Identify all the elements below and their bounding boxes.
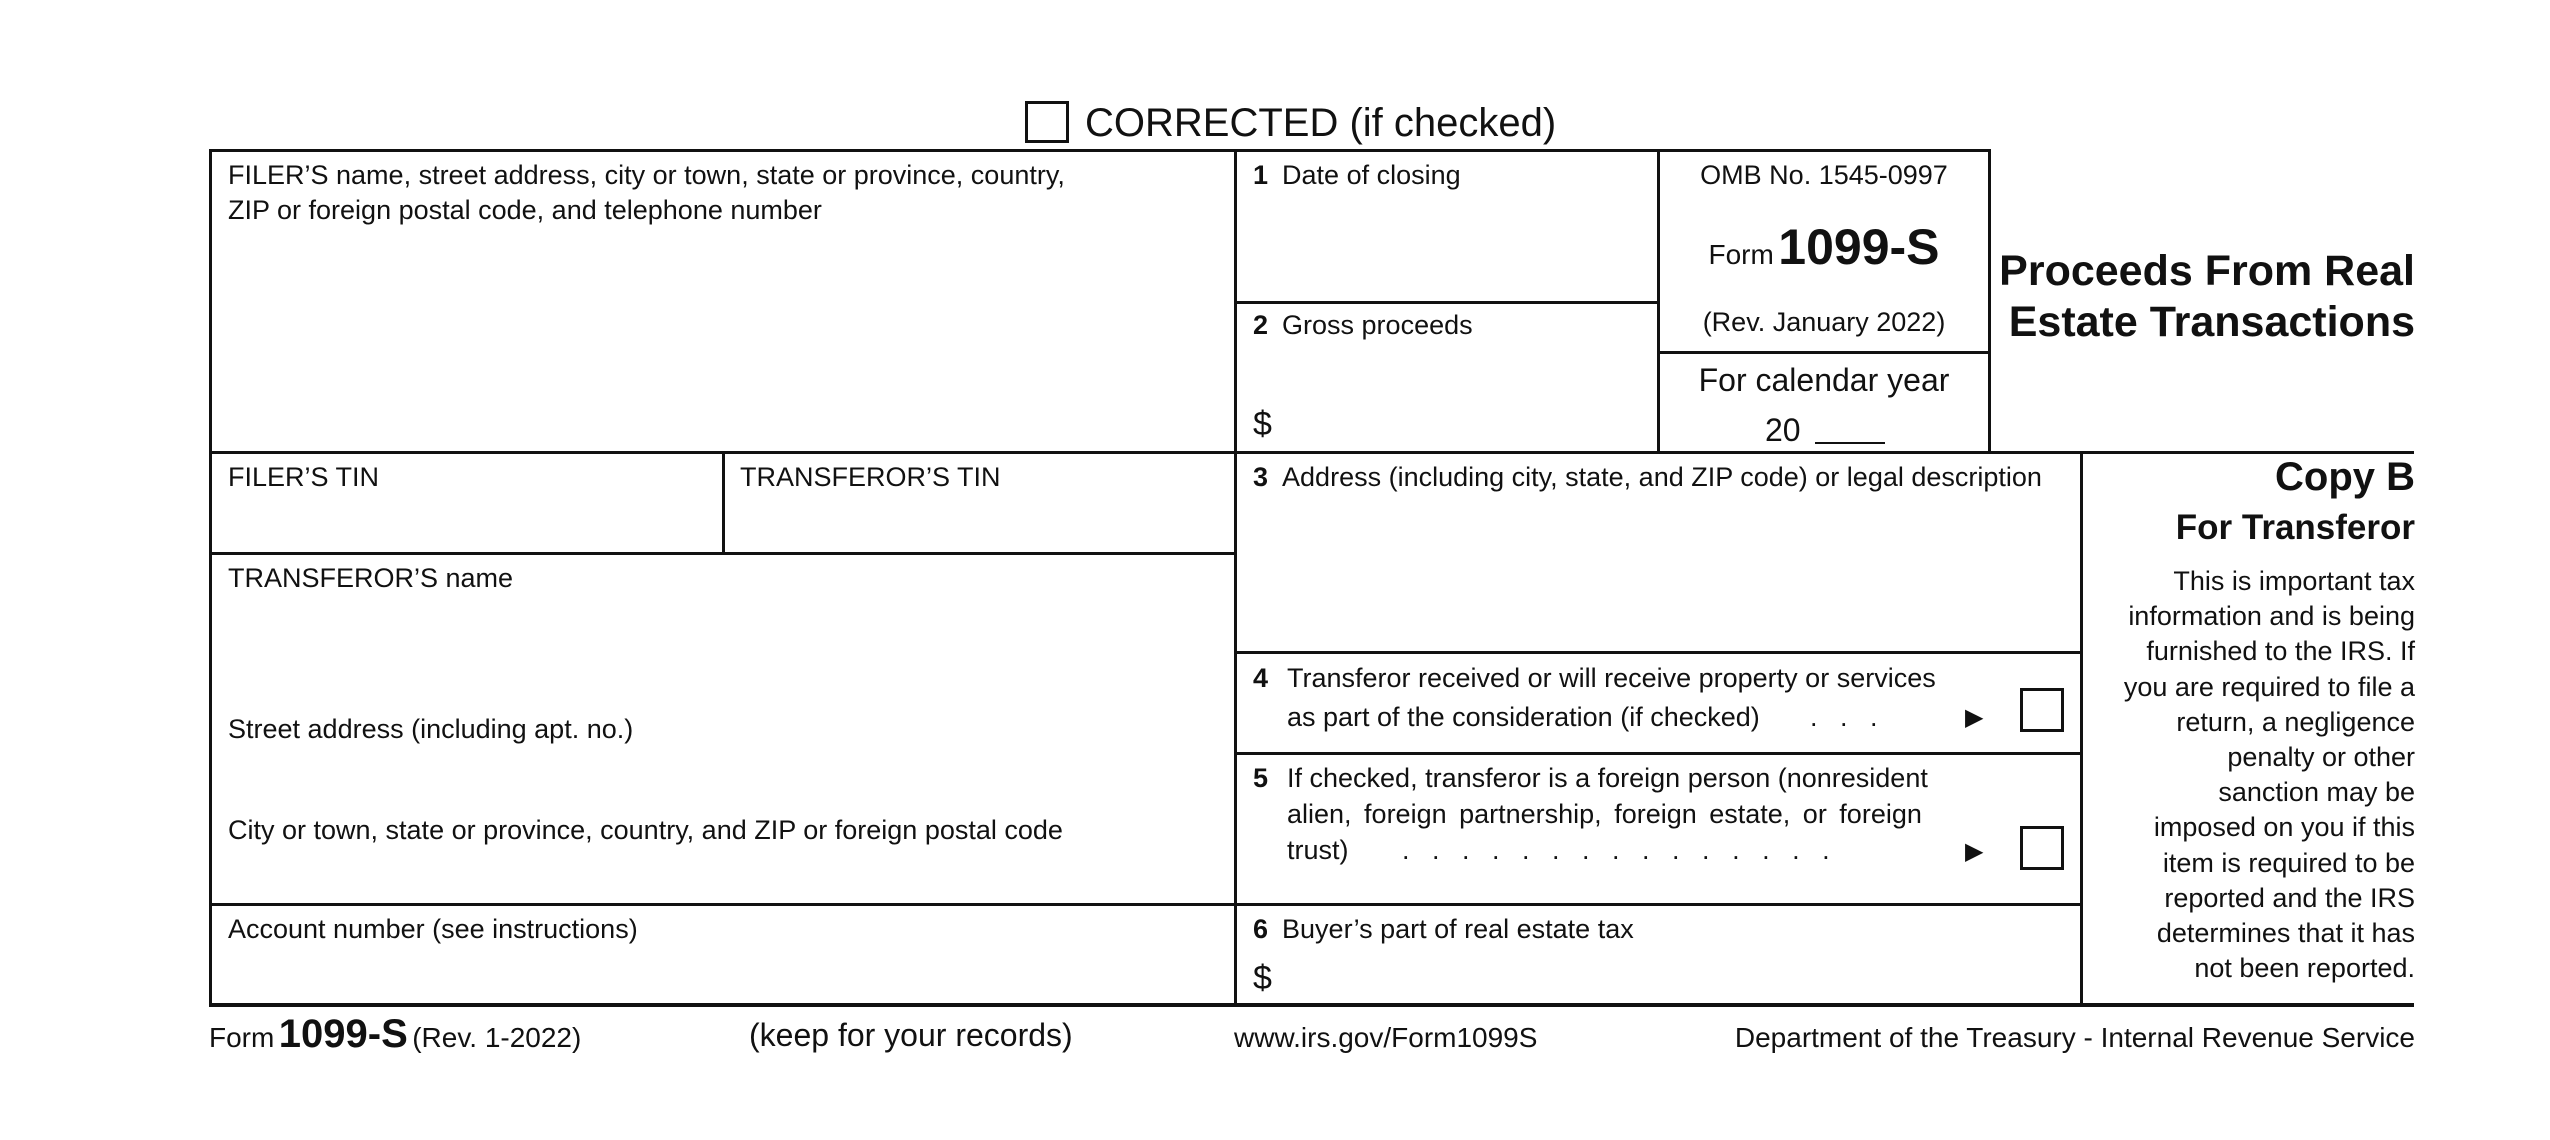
copy-subtitle: For Transferor	[2175, 508, 2415, 547]
form-title-line2: Estate Transactions	[2008, 298, 2415, 346]
transferor-name-field[interactable]	[215, 600, 1230, 700]
notice-line: This is important tax	[2173, 566, 2415, 596]
notice-line: sanction may be	[2218, 777, 2415, 808]
property-address-field[interactable]	[1240, 500, 2075, 646]
footer-revision: (Rev. 1-2022)	[412, 1022, 582, 1053]
copy-notice	[2085, 564, 2415, 986]
footer-form-id	[209, 1012, 581, 1057]
divider-box4-box5	[1234, 752, 2083, 755]
form-revision: (Rev. January 2022)	[1702, 307, 1946, 337]
buyers-real-estate-tax-field[interactable]	[1285, 950, 2075, 1000]
box5-arrow-icon: ▶	[1965, 838, 1984, 865]
box6-number: 6	[1253, 914, 1269, 944]
box5-leader-dots: . . . . . . . . . . . . . . .	[1402, 835, 1830, 865]
footer-form-prefix: Form	[209, 1022, 275, 1053]
box3-text: Address (including city, state, and ZIP code) or legal description	[1282, 462, 2042, 492]
box4-checkbox[interactable]	[2020, 688, 2064, 732]
box1-label	[1253, 157, 1461, 193]
box5-checkbox[interactable]	[2020, 826, 2064, 870]
box2-currency: $	[1253, 405, 1272, 443]
notice-line: you are required to file a	[2123, 671, 2415, 702]
box5-text-line1: If checked, transferor is a foreign person (nonresident	[1287, 763, 1928, 793]
account-number-field[interactable]	[215, 950, 1230, 1000]
city-state-zip-label: City or town, state or province, country, and ZIP or foreign postal code	[228, 815, 1063, 845]
form-title-small	[1660, 218, 1988, 276]
box4-arrow-icon: ▶	[1965, 704, 1984, 731]
filer-tin-label: FILER’S TIN	[228, 462, 380, 492]
box4-leader-dots: . . .	[1810, 702, 1878, 732]
box2-label	[1253, 307, 1473, 343]
divider-tin	[722, 451, 725, 554]
box1-number: 1	[1253, 160, 1269, 190]
divider-copy-col	[2080, 451, 2083, 1006]
omb-number: OMB No. 1545-0997	[1700, 160, 1948, 190]
footer-keep-note: (keep for your records)	[749, 1017, 1073, 1053]
date-of-closing-field[interactable]	[1240, 196, 1652, 296]
form-prefix: Form	[1708, 239, 1774, 270]
box2-text: Gross proceeds	[1282, 310, 1473, 340]
divider-omb-right	[1988, 149, 1991, 453]
filer-name-label-line2: ZIP or foreign postal code, and telephone number	[228, 195, 822, 225]
divider-box1-box2	[1234, 301, 1659, 304]
transferor-name-label: TRANSFEROR’S name	[228, 563, 514, 593]
box5-number: 5	[1253, 763, 1269, 793]
form-left-border	[209, 149, 212, 1006]
notice-line: penalty or other	[2227, 742, 2415, 773]
footer-department: Department of the Treasury - Internal Revenue Service	[1734, 1022, 2415, 1053]
divider-main-col	[1234, 149, 1237, 1006]
notice-line: not been reported.	[2194, 953, 2415, 984]
filer-name-field[interactable]	[215, 232, 1230, 447]
box3-label	[1253, 459, 2042, 495]
account-number-label: Account number (see instructions)	[228, 914, 638, 944]
box6-label	[1253, 911, 1634, 947]
street-address-field[interactable]	[215, 750, 1230, 810]
transferor-tin-label: TRANSFEROR’S TIN	[740, 462, 1001, 492]
box6-currency: $	[1253, 959, 1272, 997]
calendar-year-label: For calendar year	[1698, 362, 1950, 398]
footer-url: www.irs.gov/Form1099S	[1234, 1022, 1538, 1053]
divider-tin-bottom	[209, 552, 1237, 555]
form-top-border	[209, 149, 1991, 152]
notice-line: determines that it has	[2156, 918, 2415, 949]
form-number: 1099-S	[1778, 219, 1940, 275]
divider-box3-box4	[1234, 651, 2083, 654]
calendar-year-prefix: 20	[1765, 412, 1801, 448]
corrected-label: CORRECTED (if checked)	[1085, 101, 1557, 145]
box5-text-line3: trust)	[1287, 835, 1349, 865]
box4-text-line1: Transferor received or will receive property or services	[1287, 663, 1936, 693]
box1-text: Date of closing	[1282, 160, 1461, 190]
filer-name-label-line1: FILER’S name, street address, city or town, state or province, country,	[228, 160, 1065, 190]
filer-tin-field[interactable]	[215, 498, 717, 548]
calendar-year-field[interactable]	[1815, 408, 1887, 444]
notice-line: item is required to be	[2162, 847, 2415, 878]
copy-title: Copy B	[2275, 455, 2415, 499]
divider-row-account	[209, 903, 2083, 906]
divider-revision-calendar	[1657, 351, 1991, 354]
box5-text-line2: alien, foreign partnership, foreign estate, or foreign	[1287, 799, 1922, 829]
box2-number: 2	[1253, 310, 1269, 340]
notice-line: information and is being	[2128, 601, 2415, 632]
box6-text: Buyer’s part of real estate tax	[1282, 914, 1634, 944]
box3-number: 3	[1253, 462, 1269, 492]
notice-line: imposed on you if this	[2153, 812, 2415, 843]
footer-form-number: 1099-S	[278, 1012, 408, 1056]
box4-number: 4	[1253, 663, 1269, 693]
form-title-line1: Proceeds From Real	[1999, 247, 2415, 295]
corrected-checkbox[interactable]	[1025, 101, 1069, 143]
notice-line: return, a negligence	[2176, 706, 2415, 737]
street-address-label: Street address (including apt. no.)	[228, 714, 634, 744]
divider-row1	[209, 451, 2414, 454]
form-bottom-border	[209, 1003, 2414, 1007]
notice-line: reported and the IRS	[2164, 882, 2415, 913]
box4-text-line2: as part of the consideration (if checked)	[1287, 702, 1760, 732]
transferor-tin-field[interactable]	[728, 498, 1230, 548]
city-state-zip-field[interactable]	[215, 852, 1230, 900]
gross-proceeds-field[interactable]	[1285, 348, 1652, 446]
notice-line: furnished to the IRS. If	[2146, 636, 2415, 667]
